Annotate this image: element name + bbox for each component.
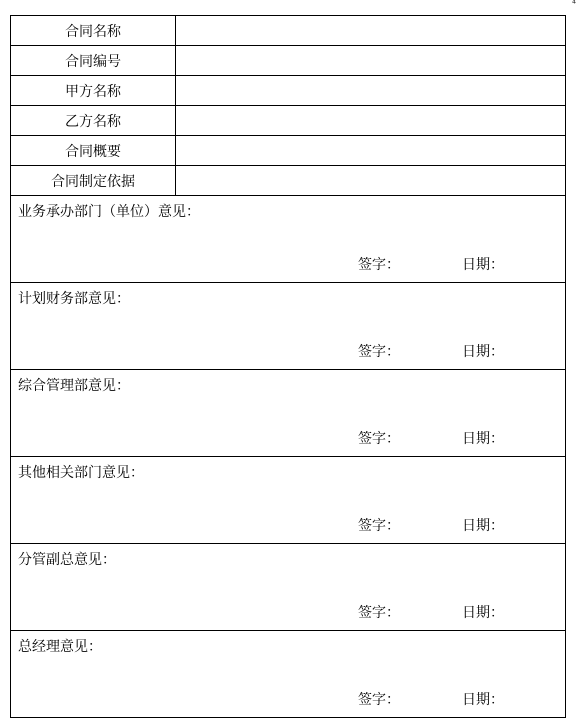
opinion-cell[interactable] [11,283,566,370]
opinion-row [11,631,566,718]
date-label: 日期： [462,344,504,360]
opinion-title: 其他相关部门意见： [18,465,144,481]
opinion-row [11,283,566,370]
field-value-cell[interactable] [176,46,566,76]
opinion-cell[interactable] [11,631,566,718]
opinion-row [11,457,566,544]
opinion-title: 综合管理部意见： [18,378,130,394]
field-value-cell[interactable] [176,106,566,136]
field-label: 合同名称 [11,16,176,46]
signature-label: 签字： [358,257,400,273]
field-label: 合同编号 [11,46,176,76]
opinion-cell[interactable] [11,370,566,457]
opinion-title: 总经理意见： [18,639,102,655]
opinion-row [11,370,566,457]
corner-mark: ⁴ [571,0,576,10]
field-label: 甲方名称 [11,76,176,106]
date-label: 日期： [462,605,504,621]
field-label: 合同制定依据 [11,166,176,196]
contract-approval-form [10,15,566,718]
field-row [11,16,566,46]
field-row [11,76,566,106]
signature-label: 签字： [358,605,400,621]
opinion-title: 分管副总意见： [18,552,116,568]
field-row [11,46,566,76]
field-value-cell[interactable] [176,16,566,46]
date-label: 日期： [462,257,504,273]
field-row [11,106,566,136]
field-row [11,166,566,196]
opinion-cell[interactable] [11,196,566,283]
field-value-cell[interactable] [176,166,566,196]
opinion-row [11,544,566,631]
signature-label: 签字： [358,431,400,447]
opinion-cell[interactable] [11,544,566,631]
field-label: 合同概要 [11,136,176,166]
opinion-cell[interactable] [11,457,566,544]
date-label: 日期： [462,692,504,708]
signature-label: 签字： [358,692,400,708]
field-row [11,136,566,166]
signature-label: 签字： [358,518,400,534]
signature-label: 签字： [358,344,400,360]
opinion-title: 业务承办部门（单位）意见： [18,204,200,220]
opinion-title: 计划财务部意见： [18,291,130,307]
date-label: 日期： [462,431,504,447]
date-label: 日期： [462,518,504,534]
opinion-row [11,196,566,283]
field-label: 乙方名称 [11,106,176,136]
field-value-cell[interactable] [176,76,566,106]
field-value-cell[interactable] [176,136,566,166]
